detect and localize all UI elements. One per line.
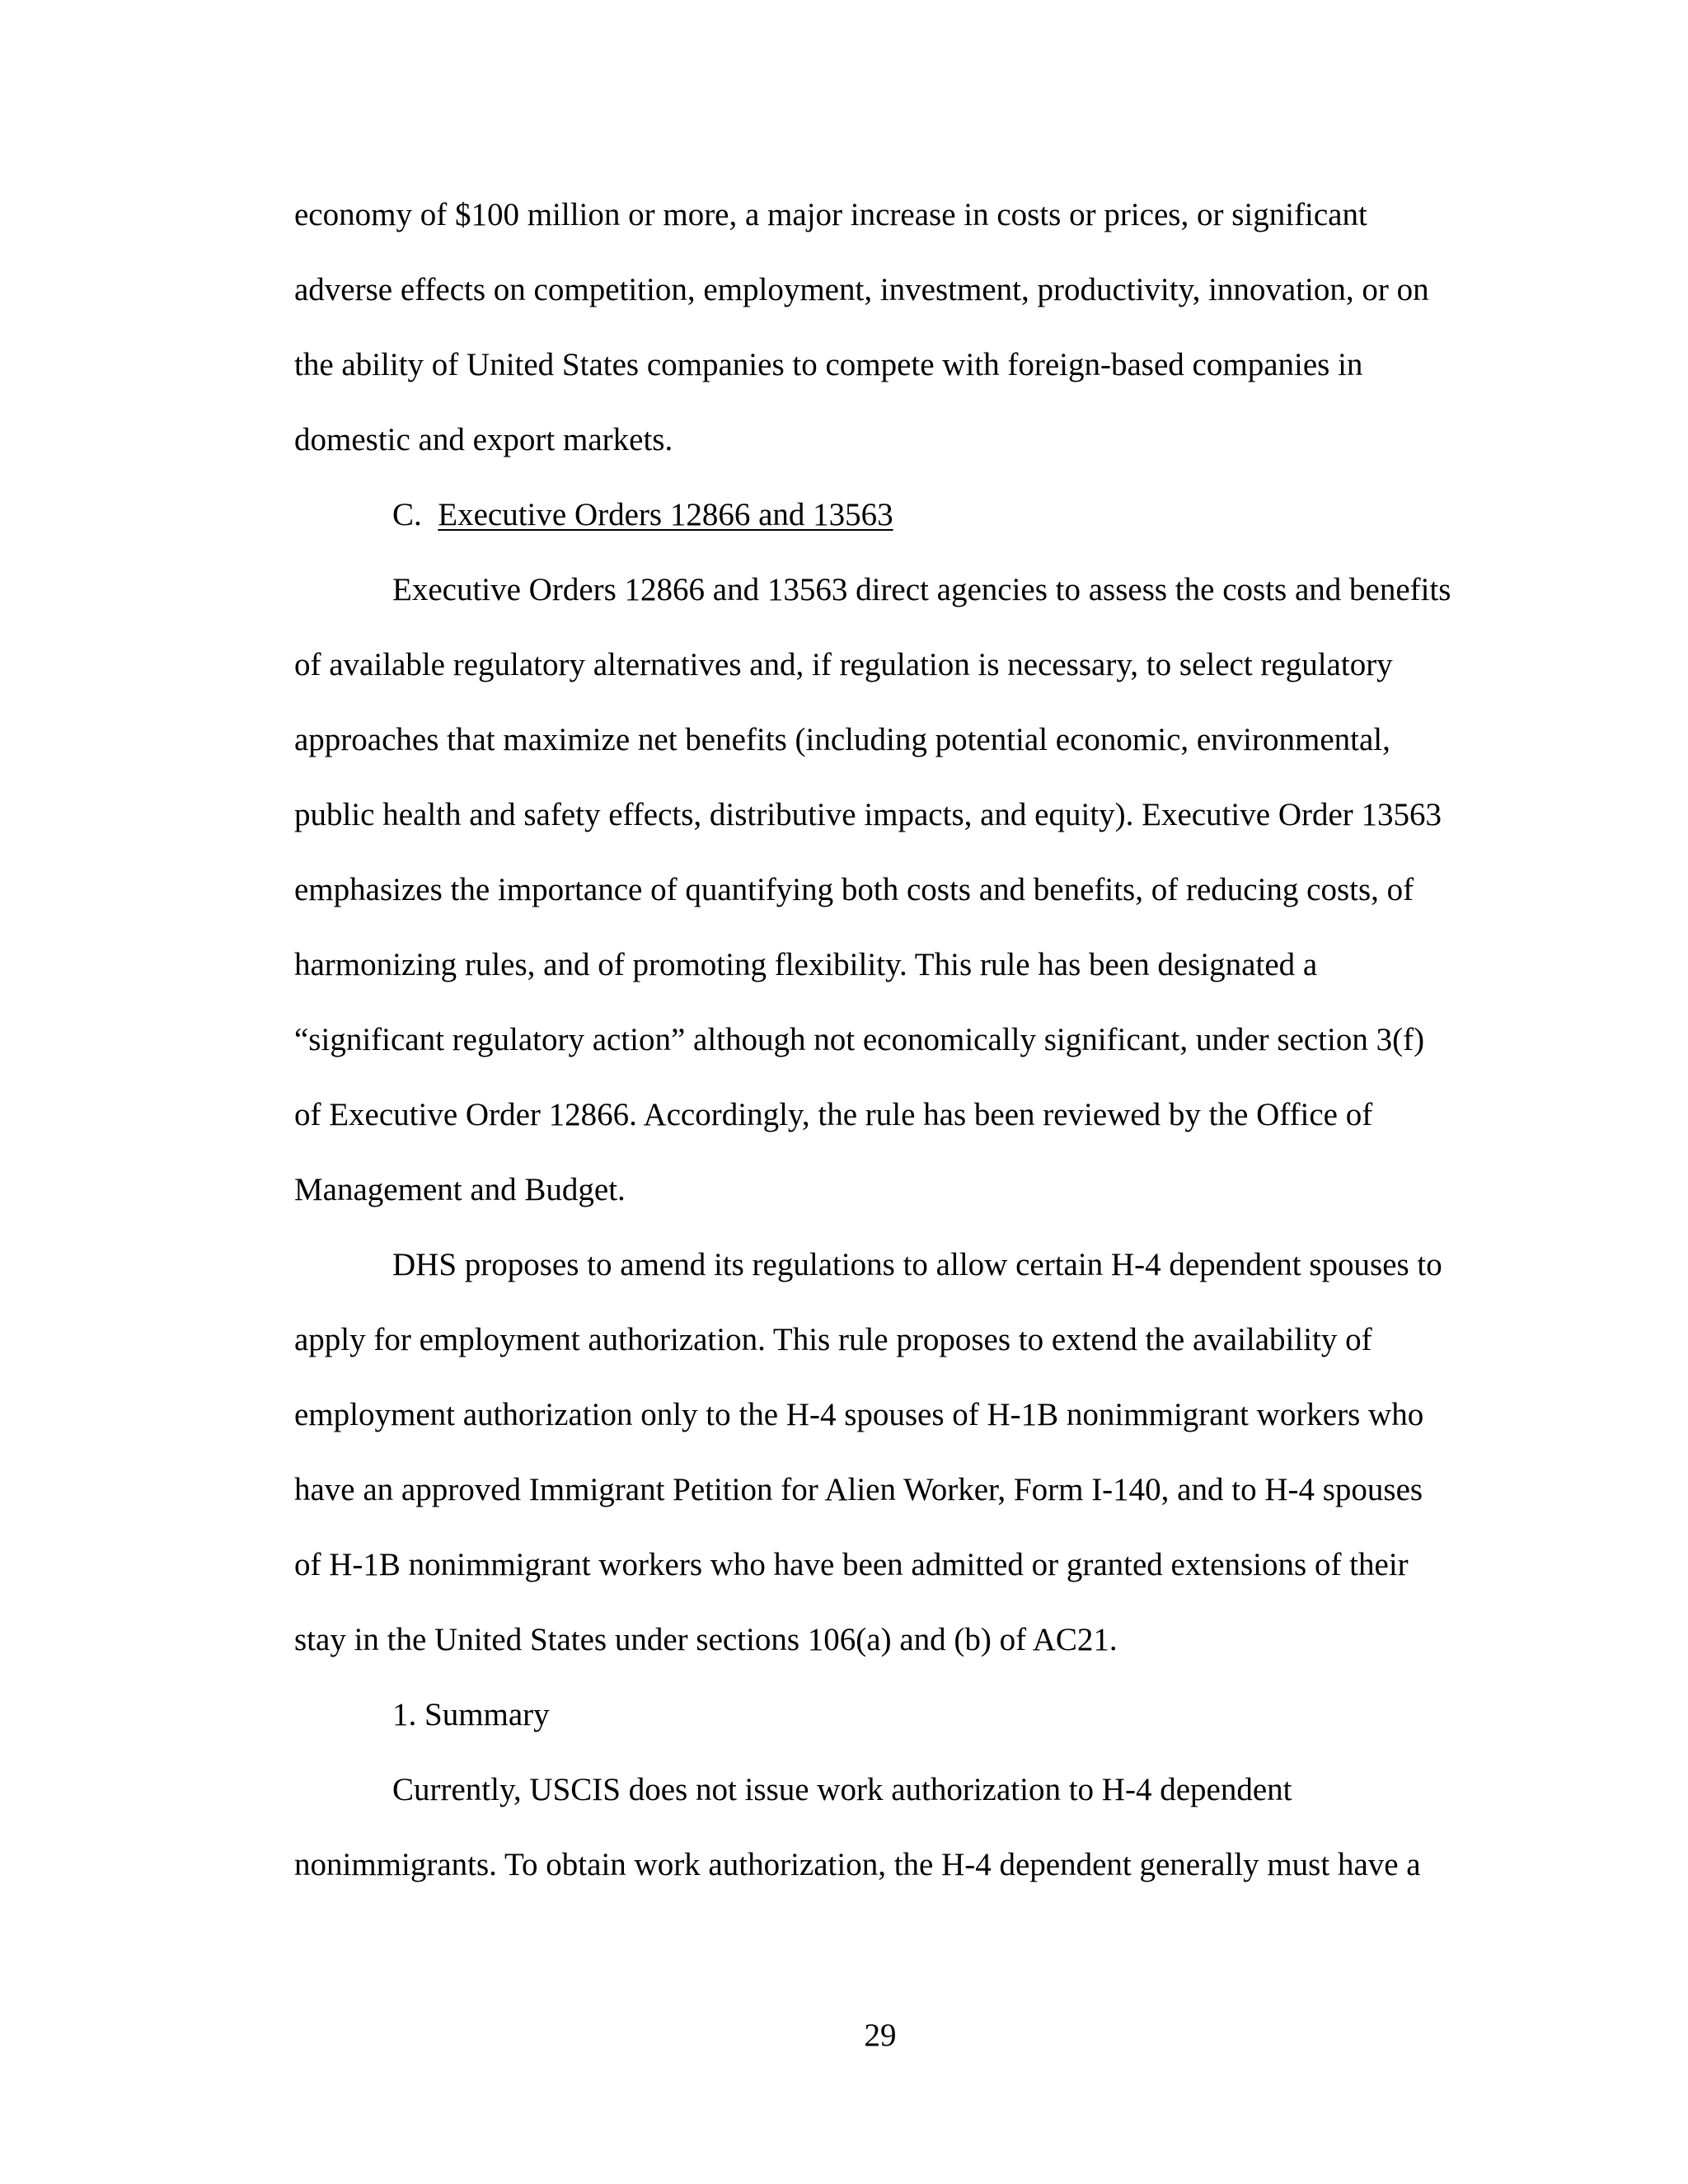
text-line: have an approved Immigrant Petition for Alien Worker, Form I-140, and to H-4 spouses [294,1472,1423,1507]
section-title: Executive Orders 12866 and 13563 [438,497,893,532]
text-line: apply for employment authorization. This rule proposes to extend the availability of [294,1322,1372,1357]
text-line: emphasizes the importance of quantifying both costs and benefits, of reducing costs, of [294,872,1414,907]
subsection-heading: 1. Summary [392,1697,550,1732]
text-line: of H-1B nonimmigrant workers who have been admitted or granted extensions of their [294,1547,1409,1582]
text-line: harmonizing rules, and of promoting flexibility. This rule has been designated a [294,947,1318,982]
text-line: stay in the United States under sections 106(a) and (b) of AC21. [294,1622,1118,1657]
section-heading [392,496,893,534]
text-line: of available regulatory alternatives and, if regulation is necessary, to select regulatory [294,647,1393,682]
text-line: “significant regulatory action” although not economically significant, under section 3(f) [294,1022,1425,1057]
text-line: nonimmigrants. To obtain work authorization, the H-4 dependent generally must have a [294,1847,1421,1882]
text-line: domestic and export markets. [294,422,673,457]
text-line: Management and Budget. [294,1172,626,1207]
text-line: the ability of United States companies to compete with foreign-based companies in [294,347,1363,382]
text-line: approaches that maximize net benefits (including potential economic, environmental, [294,722,1390,757]
text-line: Currently, USCIS does not issue work authorization to H-4 dependent [392,1772,1292,1807]
text-line: DHS proposes to amend its regulations to allow certain H-4 dependent spouses to [392,1247,1442,1282]
text-line: employment authorization only to the H-4 spouses of H-1B nonimmigrant workers who [294,1397,1424,1432]
text-line: adverse effects on competition, employment, investment, productivity, innovation, or on [294,272,1429,307]
text-line: economy of $100 million or more, a major increase in costs or prices, or significant [294,197,1367,232]
text-line: Executive Orders 12866 and 13563 direct agencies to assess the costs and benefits [392,572,1451,607]
text-line: of Executive Order 12866. Accordingly, the rule has been reviewed by the Office of [294,1097,1373,1132]
section-label: C. [392,497,422,532]
text-line: public health and safety effects, distributive impacts, and equity). Executive Order 13563 [294,797,1442,832]
page-number: 29 [864,2018,897,2053]
